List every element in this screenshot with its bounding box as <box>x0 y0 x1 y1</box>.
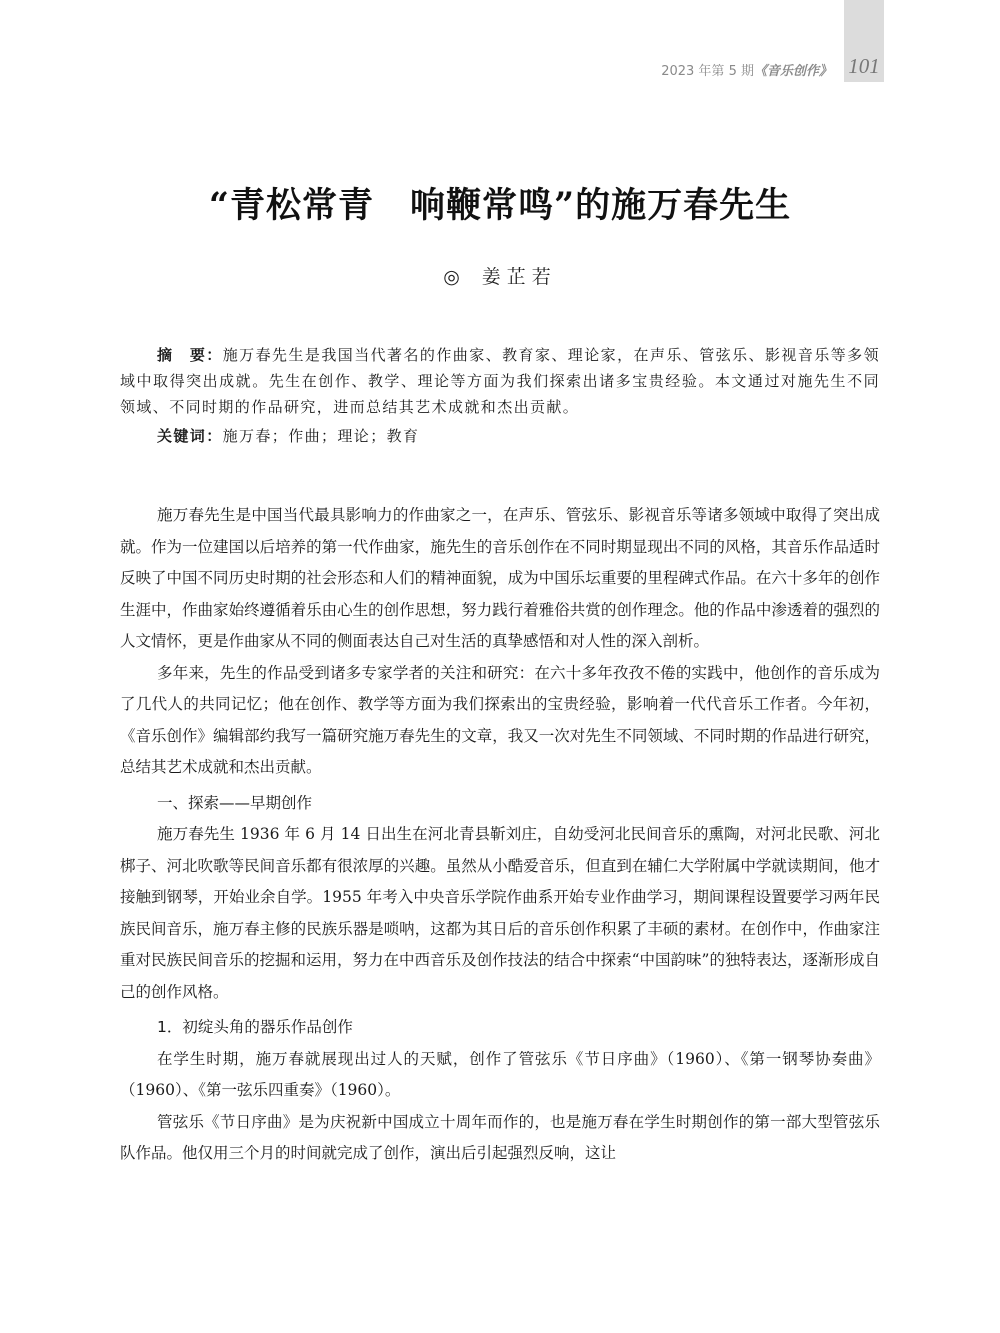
keywords-label: 关键词： <box>157 427 223 445</box>
keywords-text: 施万春；作曲；理论；教育 <box>222 427 420 445</box>
body-paragraph-4: 在学生时期，施万春就展现出过人的天赋，创作了管弦乐《节日序曲》（1960）、《第一钢琴协奏曲》（1960）、《第一弦乐四重奏》（1960）。 <box>120 1049 880 1099</box>
article-title: “青松常青 响鞭常鸣”的施万春先生 <box>208 185 792 226</box>
body-paragraph-5: 管弦乐《节日序曲》是为庆祝新中国成立十周年而作的，也是施万春在学生时期创作的第一部大型管弦乐队作品。他仅用三个月的时间就完成了创作，演出后引起强烈反响，这让 <box>120 1112 880 1162</box>
issue-label: 2023 年第 5 期 <box>661 64 754 79</box>
running-head <box>661 60 832 79</box>
abstract-label: 摘 要： <box>157 346 223 364</box>
keywords-paragraph <box>120 423 880 449</box>
subsection-heading-1: 1．初绽头角的器乐作品创作 <box>157 1018 353 1036</box>
byline-mark: ◎ <box>443 266 460 288</box>
body-paragraph-2: 多年来，先生的作品受到诸多专家学者的关注和研究：在六十多年孜孜不倦的实践中，他创作的音乐成为了几代人的共同记忆；他在创作、教学等方面为我们探索出的宝贵经验，影响着一代代音乐工作者。今年初，《音乐创作》编辑部约我写一篇研究施万春先生的文章，我又一次对先生不同领域、不同时期的作品进行研究，总结其艺术成就和杰出贡献。 <box>120 663 880 776</box>
page-number: 101 <box>848 54 880 78</box>
abstract <box>120 342 880 449</box>
byline <box>0 262 1000 289</box>
magazine-name: 《音乐创作》 <box>753 64 832 79</box>
article-body <box>120 500 880 1170</box>
body-paragraph-3: 施万春先生 1936 年 6 月 14 日出生在河北青县靳刘庄，自幼受河北民间音乐的熏陶，对河北民歌、河北梆子、河北吹歌等民间音乐都有很浓厚的兴趣。虽然从小酷爱音乐，但直到在辅仁大学附属中学就读期间，他才接触到钢琴，开始业余自学。1955 年考入中央音乐学院作曲系开始专业作曲学习，期间课程设置要学习两年民族民间音乐，施万春主修的民族乐器是唢呐，这都为其日后的音乐创作积累了丰硕的素材。在创作中，作曲家注重对民族民间音乐的挖掘和运用，努力在中西音乐及创作技法的结合中探索“中国韵味”的独特表达，逐渐形成自己的创作风格。 <box>120 825 880 1001</box>
body-paragraph-1: 施万春先生是中国当代最具影响力的作曲家之一，在声乐、管弦乐、影视音乐等诸多领域中取得了突出成就。作为一位建国以后培养的第一代作曲家，施先生的音乐创作在不同时期显现出不同的风格，其音乐作品适时反映了中国不同历史时期的社会形态和人们的精神面貌，成为中国乐坛重要的里程碑式作品。在六十多年的创作生涯中，作曲家始终遵循着乐由心生的创作思想，努力践行着雅俗共赏的创作理念。他的作品中渗透着的强烈的人文情怀，更是作曲家从不同的侧面表达自己对生活的真挚感悟和对人性的深入剖析。 <box>120 506 880 650</box>
abstract-text: 施万春先生是我国当代著名的作曲家、教育家、理论家，在声乐、管弦乐、影视音乐等多领域中取得突出成就。先生在创作、教学、理论等方面为我们探索出诸多宝贵经验。本文通过对施先生不同领域、不同时期的作品研究，进而总结其艺术成就和杰出贡献。 <box>120 346 880 416</box>
author-name: 姜芷若 <box>481 266 557 288</box>
abstract-paragraph <box>120 342 880 420</box>
section-heading-1: 一、探索——早期创作 <box>157 793 313 812</box>
